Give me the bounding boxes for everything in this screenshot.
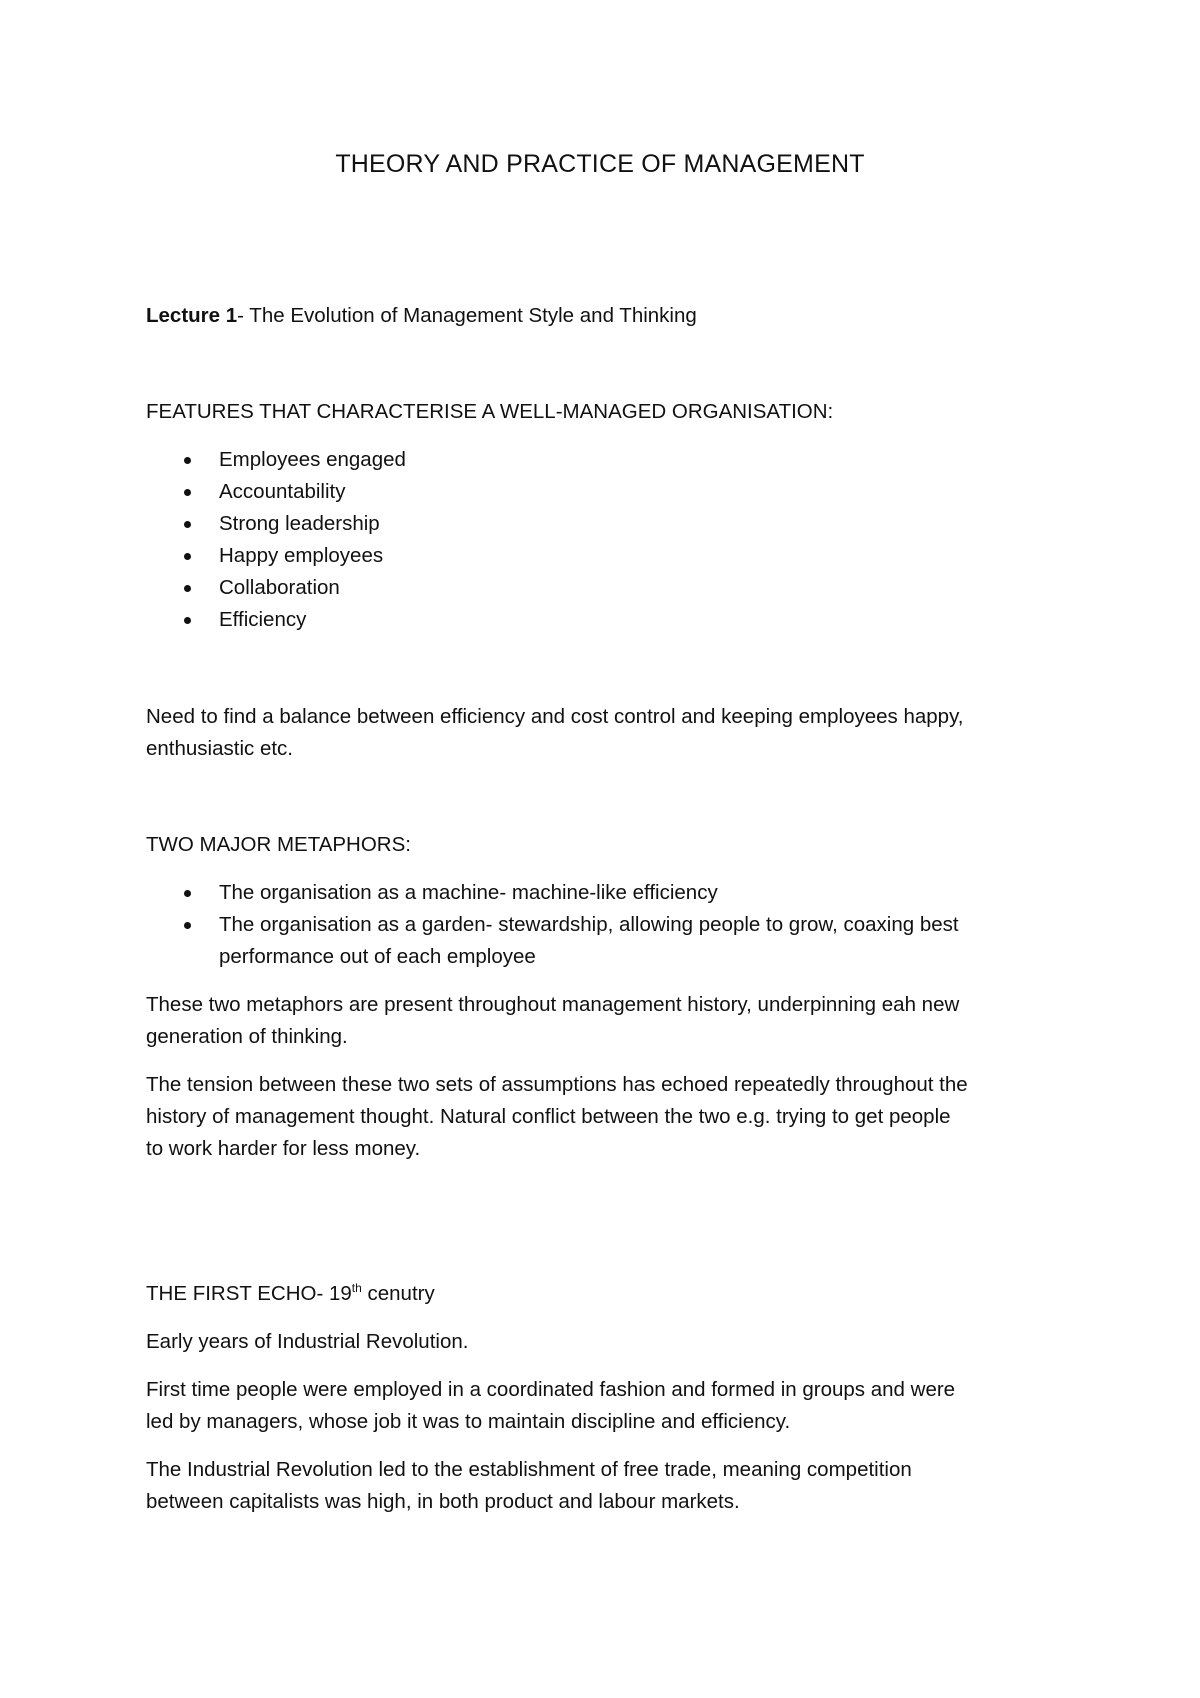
list-item: The organisation as a garden- stewardship, allowing people to grow, coaxing best xyxy=(146,909,959,941)
bullet-icon xyxy=(184,457,191,464)
bullet-icon xyxy=(184,489,191,496)
tension-para-line-2: history of management thought. Natural conflict between the two e.g. trying to get people xyxy=(146,1105,951,1128)
balance-line-1: Need to find a balance between efficiency and cost control and keeping employees happy, xyxy=(146,705,964,728)
list-item: Employees engaged xyxy=(146,444,406,476)
first-time-line-1: First time people were employed in a coordinated fashion and formed in groups and were xyxy=(146,1378,956,1401)
balance-line-2: enthusiastic etc. xyxy=(146,737,293,760)
list-item-continuation: performance out of each employee xyxy=(219,945,536,968)
list-item: Collaboration xyxy=(146,572,406,604)
features-heading: FEATURES THAT CHARACTERISE A WELL-MANAGED ORGANISATION: xyxy=(146,400,834,423)
industrial-revolution-line-2: between capitalists was high, in both product and labour markets. xyxy=(146,1490,740,1513)
lecture-title: - The Evolution of Management Style and Thinking xyxy=(237,304,697,327)
document-title: THEORY AND PRACTICE OF MANAGEMENT xyxy=(335,150,865,178)
bullet-icon xyxy=(184,521,191,528)
lecture-heading xyxy=(146,300,697,332)
list-item: Efficiency xyxy=(146,604,406,636)
industrial-revolution-line-1: The Industrial Revolution led to the establishment of free trade, meaning competition xyxy=(146,1458,912,1481)
metaphors-para-line-2: generation of thinking. xyxy=(146,1025,348,1048)
list-item: Accountability xyxy=(146,476,406,508)
early-years-line: Early years of Industrial Revolution. xyxy=(146,1330,469,1353)
list-item: The organisation as a machine- machine-like efficiency xyxy=(146,877,959,909)
metaphors-heading: TWO MAJOR METAPHORS: xyxy=(146,833,411,856)
bullet-icon xyxy=(184,585,191,592)
lecture-label: Lecture 1 xyxy=(146,304,238,327)
tension-para-line-3: to work harder for less money. xyxy=(146,1137,421,1160)
first-time-line-2: led by managers, whose job it was to maintain discipline and efficiency. xyxy=(146,1410,791,1433)
tension-para-line-1: The tension between these two sets of assumptions has echoed repeatedly throughout the xyxy=(146,1073,968,1096)
features-list xyxy=(146,444,406,636)
metaphors-list xyxy=(146,877,959,973)
metaphors-para-line-1: These two metaphors are present throughout management history, underpinning eah new xyxy=(146,993,960,1016)
list-item: Happy employees xyxy=(146,540,406,572)
bullet-icon xyxy=(184,922,191,929)
bullet-icon xyxy=(184,617,191,624)
first-echo-heading: THE FIRST ECHO- 19th cenutry xyxy=(146,1281,435,1305)
bullet-icon xyxy=(184,553,191,560)
list-item: Strong leadership xyxy=(146,508,406,540)
bullet-icon xyxy=(184,890,191,897)
